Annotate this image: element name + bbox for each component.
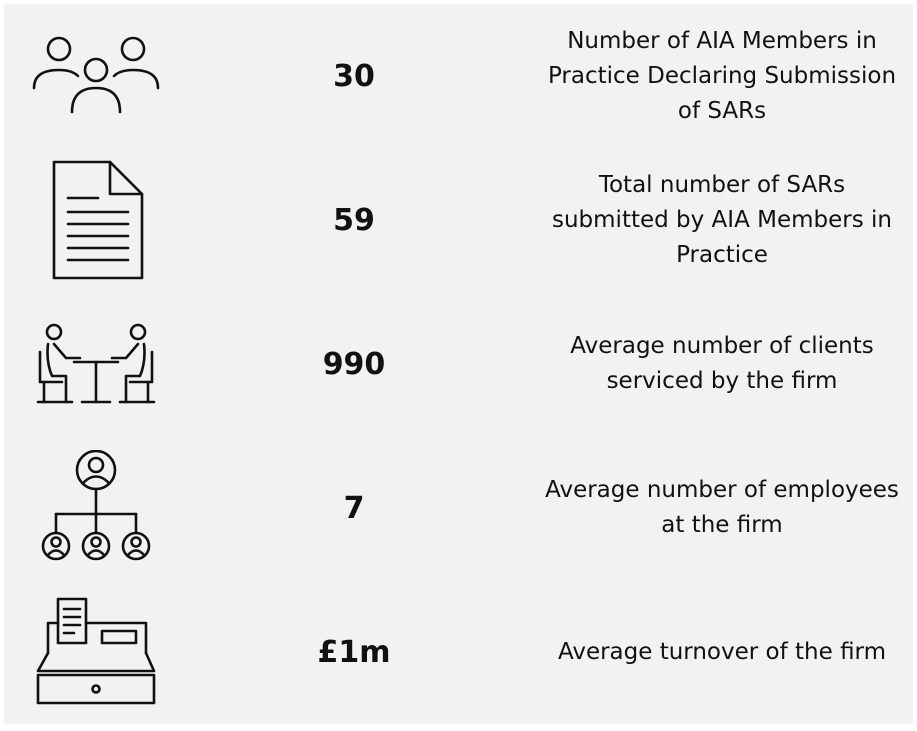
stat-row-members (4, 4, 913, 148)
org-chart-icon (26, 436, 166, 580)
stat-value: £1m (317, 634, 391, 670)
meeting-table-icon (26, 292, 166, 436)
stat-row-turnover (4, 580, 913, 724)
stats-panel (4, 4, 913, 724)
stat-label-text: Average number of clients serviced by the firm (570, 333, 874, 394)
people-group-icon (26, 4, 166, 148)
stat-label-text: Total number of SARs submitted by AIA Members in Practice (551, 171, 892, 268)
stat-value: 7 (343, 490, 365, 526)
stat-label (534, 4, 910, 148)
stat-label (534, 436, 910, 580)
document-icon (26, 148, 166, 292)
stat-value: 990 (322, 346, 386, 382)
stat-row-sars (4, 148, 913, 292)
stat-label-text: Average turnover of the firm (557, 638, 887, 665)
cash-register-icon (26, 580, 166, 724)
stat-label-text: Number of AIA Members in Practice Declaring Submission of SARs (547, 27, 897, 124)
stat-label (534, 148, 910, 292)
stat-label-text: Average number of employees at the firm (545, 477, 899, 538)
stat-row-employees (4, 436, 913, 580)
stat-label (534, 580, 910, 724)
stat-value: 59 (333, 202, 375, 238)
stat-value: 30 (333, 58, 375, 94)
stat-label (534, 292, 910, 436)
stat-row-clients (4, 292, 913, 436)
